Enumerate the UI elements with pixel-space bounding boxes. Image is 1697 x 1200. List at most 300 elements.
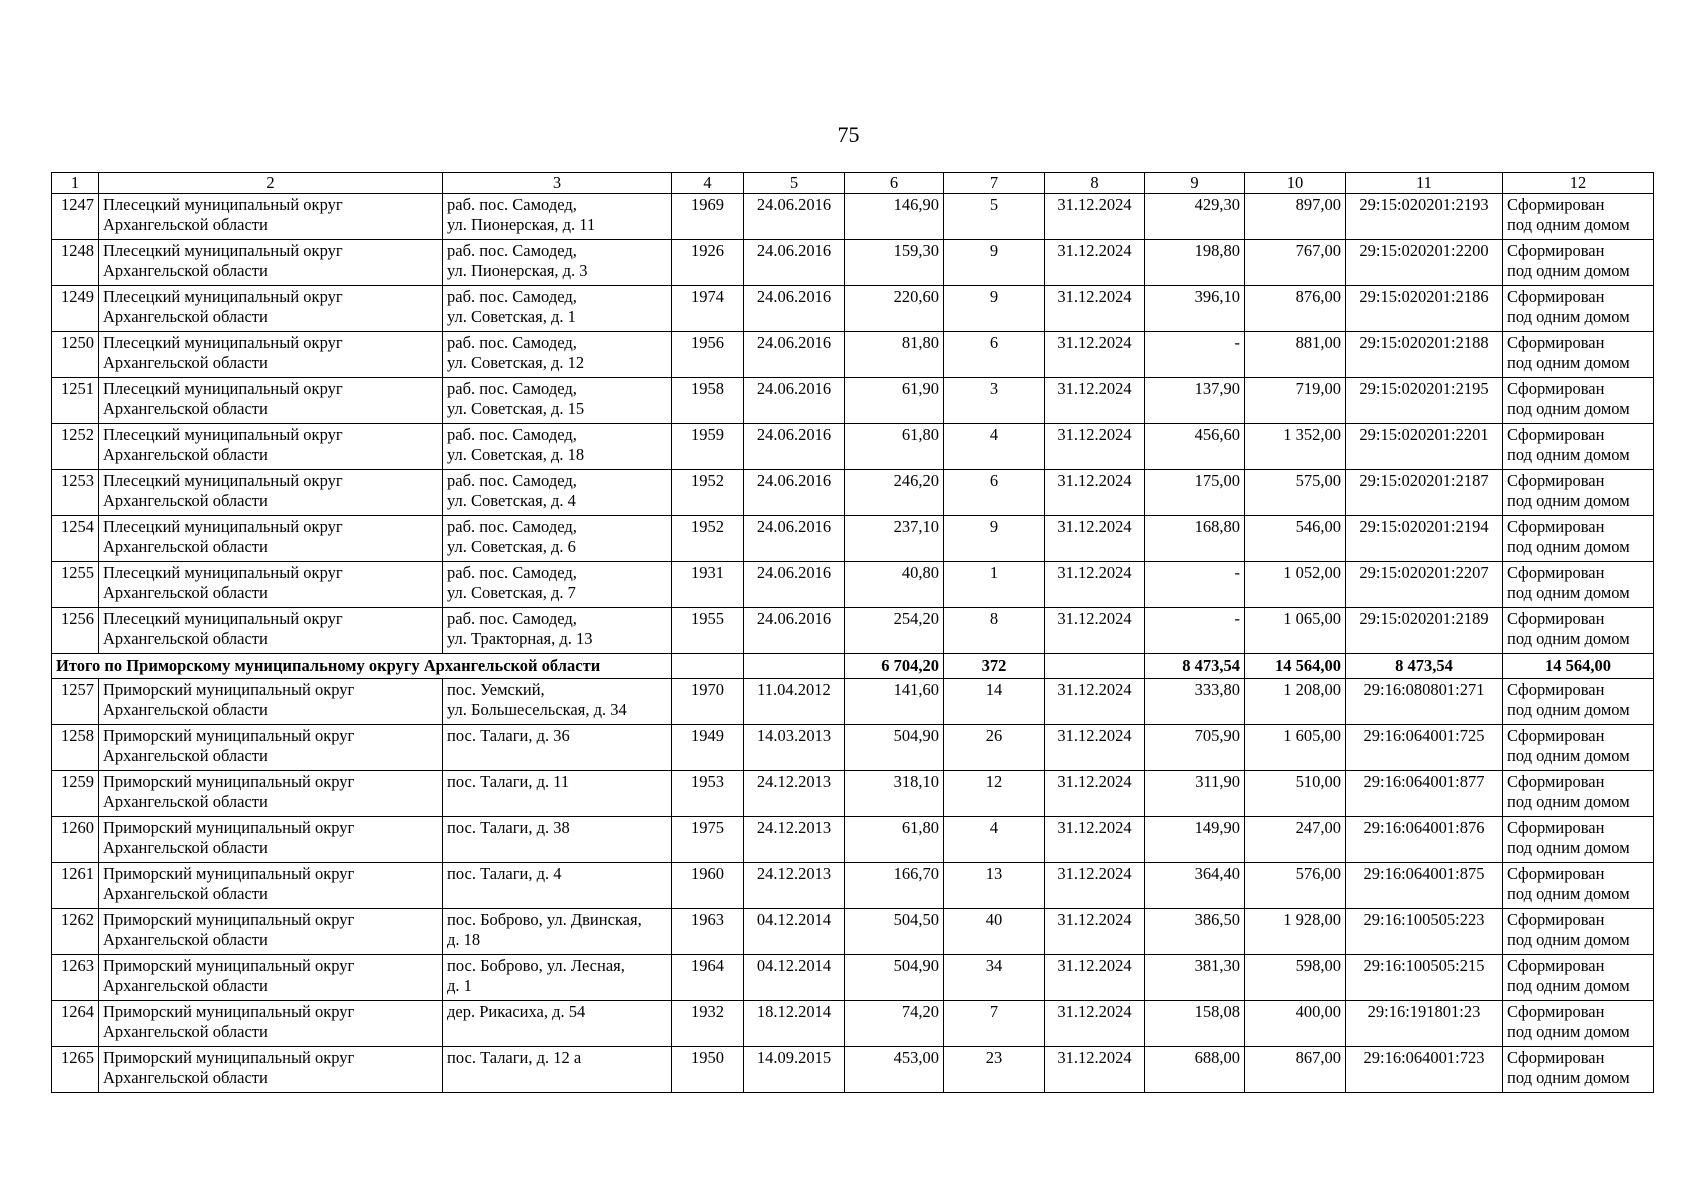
address-cell-line: ул. Тракторная, д. 13 — [447, 629, 593, 648]
column-number-cell: 11 — [1346, 173, 1503, 194]
row-number-cell: 1258 — [52, 725, 99, 771]
deadline-cell: 31.12.2024 — [1045, 817, 1145, 863]
column-number-cell: 4 — [672, 173, 744, 194]
area-cell: 504,50 — [845, 909, 944, 955]
municipality-cell-line: Приморский муниципальный округ — [103, 1048, 355, 1067]
count-cell: 9 — [944, 240, 1045, 286]
year-cell: 1964 — [672, 955, 744, 1001]
municipality-cell — [99, 470, 443, 516]
deadline-cell: 31.12.2024 — [1045, 240, 1145, 286]
date-cell: 04.12.2014 — [744, 955, 845, 1001]
row-number-cell: 1248 — [52, 240, 99, 286]
cadastral-number-cell: 29:16:100505:223 — [1346, 909, 1503, 955]
table-row — [52, 863, 1654, 909]
date-cell: 11.04.2012 — [744, 679, 845, 725]
municipality-cell-line: Архангельской области — [103, 1022, 268, 1041]
count-cell: 5 — [944, 194, 1045, 240]
col10-cell: 576,00 — [1245, 863, 1346, 909]
status-cell — [1503, 725, 1654, 771]
year-cell: 1931 — [672, 562, 744, 608]
year-cell: 1959 — [672, 424, 744, 470]
address-cell-line: раб. пос. Самодед, — [447, 241, 577, 260]
address-cell — [443, 286, 672, 332]
col10-cell: 1 052,00 — [1245, 562, 1346, 608]
deadline-cell: 31.12.2024 — [1045, 725, 1145, 771]
status-cell-line: Сформирован — [1507, 1048, 1605, 1067]
table-row — [52, 516, 1654, 562]
status-cell-line: Сформирован — [1507, 425, 1605, 444]
municipality-cell-line: Архангельской области — [103, 445, 268, 464]
address-cell — [443, 470, 672, 516]
address-cell — [443, 240, 672, 286]
address-cell-line: пос. Талаги, д. 36 — [447, 726, 570, 745]
status-cell — [1503, 955, 1654, 1001]
col9-cell: - — [1145, 562, 1245, 608]
municipality-cell-line: Приморский муниципальный округ — [103, 956, 355, 975]
row-number-cell: 1257 — [52, 679, 99, 725]
column-number-cell: 2 — [99, 173, 443, 194]
date-cell: 24.12.2013 — [744, 771, 845, 817]
row-number-cell: 1250 — [52, 332, 99, 378]
total-empty-cell — [672, 654, 744, 679]
col9-cell: 198,80 — [1145, 240, 1245, 286]
address-cell-line: ул. Большесельская, д. 34 — [447, 700, 627, 719]
status-cell-line: Сформирован — [1507, 818, 1605, 837]
housing-register-table — [51, 172, 1654, 1093]
row-number-cell: 1260 — [52, 817, 99, 863]
area-cell: 220,60 — [845, 286, 944, 332]
date-cell: 24.06.2016 — [744, 424, 845, 470]
year-cell: 1953 — [672, 771, 744, 817]
status-cell-line: Сформирован — [1507, 241, 1605, 260]
municipality-cell — [99, 378, 443, 424]
address-cell-line: раб. пос. Самодед, — [447, 471, 577, 490]
address-cell — [443, 725, 672, 771]
area-cell: 318,10 — [845, 771, 944, 817]
municipality-cell — [99, 332, 443, 378]
row-number-cell: 1256 — [52, 608, 99, 654]
col9-cell: 456,60 — [1145, 424, 1245, 470]
col9-cell: 333,80 — [1145, 679, 1245, 725]
address-cell — [443, 424, 672, 470]
area-cell: 237,10 — [845, 516, 944, 562]
count-cell: 13 — [944, 863, 1045, 909]
status-cell-line: Сформирован — [1507, 864, 1605, 883]
status-cell-line: под одним домом — [1507, 1068, 1630, 1087]
municipality-cell-line: Архангельской области — [103, 700, 268, 719]
status-cell-line: под одним домом — [1507, 1022, 1630, 1041]
table-row — [52, 562, 1654, 608]
row-number-cell: 1261 — [52, 863, 99, 909]
deadline-cell: 31.12.2024 — [1045, 909, 1145, 955]
table-row — [52, 194, 1654, 240]
cadastral-number-cell: 29:16:064001:875 — [1346, 863, 1503, 909]
address-cell-line: ул. Пионерская, д. 11 — [447, 215, 596, 234]
address-cell-line: пос. Уемский, — [447, 680, 545, 699]
status-cell-line: Сформирован — [1507, 609, 1605, 628]
cadastral-number-cell: 29:16:100505:215 — [1346, 955, 1503, 1001]
col9-cell: 396,10 — [1145, 286, 1245, 332]
address-cell-line: раб. пос. Самодед, — [447, 195, 577, 214]
row-number-cell: 1249 — [52, 286, 99, 332]
address-cell-line: раб. пос. Самодед, — [447, 425, 577, 444]
address-cell — [443, 955, 672, 1001]
count-cell: 6 — [944, 332, 1045, 378]
col9-cell: 381,30 — [1145, 955, 1245, 1001]
municipality-cell-line: Архангельской области — [103, 537, 268, 556]
municipality-cell-line: Приморский муниципальный округ — [103, 772, 355, 791]
col10-cell: 1 352,00 — [1245, 424, 1346, 470]
col9-cell: 175,00 — [1145, 470, 1245, 516]
municipality-cell — [99, 863, 443, 909]
address-cell-line: раб. пос. Самодед, — [447, 517, 577, 536]
area-cell: 504,90 — [845, 955, 944, 1001]
municipality-cell — [99, 194, 443, 240]
deadline-cell: 31.12.2024 — [1045, 679, 1145, 725]
row-number-cell: 1262 — [52, 909, 99, 955]
count-cell: 8 — [944, 608, 1045, 654]
status-cell-line: под одним домом — [1507, 792, 1630, 811]
address-cell-line: раб. пос. Самодед, — [447, 333, 577, 352]
cadastral-number-cell: 29:15:020201:2207 — [1346, 562, 1503, 608]
address-cell — [443, 378, 672, 424]
municipality-cell — [99, 424, 443, 470]
row-number-cell: 1255 — [52, 562, 99, 608]
year-cell: 1956 — [672, 332, 744, 378]
col9-cell: 168,80 — [1145, 516, 1245, 562]
address-cell-line: ул. Советская, д. 7 — [447, 583, 576, 602]
municipality-cell-line: Архангельской области — [103, 930, 268, 949]
date-cell: 14.03.2013 — [744, 725, 845, 771]
municipality-cell-line: Плесецкий муниципальный округ — [103, 333, 343, 352]
col10-cell: 1 928,00 — [1245, 909, 1346, 955]
total-col12-cell: 14 564,00 — [1503, 654, 1654, 679]
total-empty-cell — [744, 654, 845, 679]
column-number-cell: 12 — [1503, 173, 1654, 194]
status-cell — [1503, 286, 1654, 332]
page-number: 75 — [837, 122, 860, 147]
municipality-cell — [99, 562, 443, 608]
year-cell: 1974 — [672, 286, 744, 332]
col9-cell: 429,30 — [1145, 194, 1245, 240]
municipality-cell — [99, 608, 443, 654]
col10-cell: 881,00 — [1245, 332, 1346, 378]
address-cell-line — [447, 838, 667, 858]
municipality-cell-line: Архангельской области — [103, 746, 268, 765]
municipality-cell — [99, 679, 443, 725]
deadline-cell: 31.12.2024 — [1045, 332, 1145, 378]
status-cell — [1503, 240, 1654, 286]
status-cell-line: под одним домом — [1507, 261, 1630, 280]
municipality-cell-line: Архангельской области — [103, 583, 268, 602]
col10-cell: 400,00 — [1245, 1001, 1346, 1047]
date-cell: 24.06.2016 — [744, 470, 845, 516]
address-cell-line: ул. Советская, д. 18 — [447, 445, 585, 464]
municipality-cell — [99, 771, 443, 817]
status-cell — [1503, 1047, 1654, 1093]
address-cell — [443, 909, 672, 955]
col9-cell: 158,08 — [1145, 1001, 1245, 1047]
status-cell — [1503, 771, 1654, 817]
count-cell: 23 — [944, 1047, 1045, 1093]
municipality-cell — [99, 240, 443, 286]
table-row — [52, 955, 1654, 1001]
cadastral-number-cell: 29:15:020201:2186 — [1346, 286, 1503, 332]
area-cell: 246,20 — [845, 470, 944, 516]
count-cell: 6 — [944, 470, 1045, 516]
count-cell: 26 — [944, 725, 1045, 771]
cadastral-number-cell: 29:15:020201:2201 — [1346, 424, 1503, 470]
year-cell: 1950 — [672, 1047, 744, 1093]
col9-cell: - — [1145, 608, 1245, 654]
status-cell-line: Сформирован — [1507, 563, 1605, 582]
row-number-cell: 1264 — [52, 1001, 99, 1047]
column-number-cell: 8 — [1045, 173, 1145, 194]
municipality-cell-line: Архангельской области — [103, 1068, 268, 1087]
cadastral-number-cell: 29:16:080801:271 — [1346, 679, 1503, 725]
col9-cell: - — [1145, 332, 1245, 378]
municipality-cell-line: Плесецкий муниципальный округ — [103, 471, 343, 490]
municipality-cell — [99, 817, 443, 863]
status-cell — [1503, 424, 1654, 470]
municipality-cell-line: Архангельской области — [103, 838, 268, 857]
col10-cell: 510,00 — [1245, 771, 1346, 817]
row-number-cell: 1247 — [52, 194, 99, 240]
col10-cell: 897,00 — [1245, 194, 1346, 240]
row-number-cell: 1254 — [52, 516, 99, 562]
table-row — [52, 1001, 1654, 1047]
date-cell: 24.06.2016 — [744, 240, 845, 286]
col10-cell: 1 208,00 — [1245, 679, 1346, 725]
total-label-cell: Итого по Приморскому муниципальному округу Архангельской области — [52, 654, 672, 679]
municipality-cell-line: Плесецкий муниципальный округ — [103, 241, 343, 260]
cadastral-number-cell: 29:15:020201:2187 — [1346, 470, 1503, 516]
municipality-cell-line: Архангельской области — [103, 884, 268, 903]
municipality-cell-line: Архангельской области — [103, 491, 268, 510]
address-cell — [443, 608, 672, 654]
address-cell-line: ул. Советская, д. 1 — [447, 307, 576, 326]
status-cell-line: Сформирован — [1507, 517, 1605, 536]
address-cell-line: пос. Талаги, д. 11 — [447, 772, 570, 791]
address-cell — [443, 562, 672, 608]
year-cell: 1970 — [672, 679, 744, 725]
municipality-cell-line: Плесецкий муниципальный округ — [103, 609, 343, 628]
address-cell-line: раб. пос. Самодед, — [447, 563, 577, 582]
year-cell: 1932 — [672, 1001, 744, 1047]
year-cell: 1969 — [672, 194, 744, 240]
col9-cell: 705,90 — [1145, 725, 1245, 771]
status-cell-line: под одним домом — [1507, 884, 1630, 903]
date-cell: 24.06.2016 — [744, 378, 845, 424]
table-body — [52, 173, 1654, 1093]
col10-cell: 876,00 — [1245, 286, 1346, 332]
status-cell — [1503, 608, 1654, 654]
status-cell-line: под одним домом — [1507, 215, 1630, 234]
column-number-cell: 7 — [944, 173, 1045, 194]
address-cell — [443, 771, 672, 817]
status-cell — [1503, 1001, 1654, 1047]
row-number-cell: 1251 — [52, 378, 99, 424]
count-cell: 4 — [944, 817, 1045, 863]
row-number-cell: 1263 — [52, 955, 99, 1001]
address-cell — [443, 516, 672, 562]
municipality-cell — [99, 1001, 443, 1047]
municipality-cell-line: Плесецкий муниципальный округ — [103, 563, 343, 582]
municipality-cell — [99, 909, 443, 955]
date-cell: 24.06.2016 — [744, 608, 845, 654]
col10-cell: 598,00 — [1245, 955, 1346, 1001]
area-cell: 61,80 — [845, 817, 944, 863]
col10-cell: 575,00 — [1245, 470, 1346, 516]
cadastral-number-cell: 29:15:020201:2188 — [1346, 332, 1503, 378]
deadline-cell: 31.12.2024 — [1045, 955, 1145, 1001]
total-col11-cell: 8 473,54 — [1346, 654, 1503, 679]
col10-cell: 767,00 — [1245, 240, 1346, 286]
municipality-cell-line: Архангельской области — [103, 353, 268, 372]
date-cell: 24.12.2013 — [744, 817, 845, 863]
column-number-cell: 5 — [744, 173, 845, 194]
year-cell: 1963 — [672, 909, 744, 955]
total-count-cell: 372 — [944, 654, 1045, 679]
status-cell-line: Сформирован — [1507, 680, 1605, 699]
table-row — [52, 817, 1654, 863]
status-cell-line: под одним домом — [1507, 537, 1630, 556]
area-cell: 166,70 — [845, 863, 944, 909]
total-row — [52, 654, 1654, 679]
count-cell: 7 — [944, 1001, 1045, 1047]
address-cell-line: раб. пос. Самодед, — [447, 287, 577, 306]
col9-cell: 688,00 — [1145, 1047, 1245, 1093]
total-area-cell: 6 704,20 — [845, 654, 944, 679]
municipality-cell-line: Приморский муниципальный округ — [103, 726, 355, 745]
deadline-cell: 31.12.2024 — [1045, 516, 1145, 562]
status-cell-line: под одним домом — [1507, 629, 1630, 648]
address-cell-line: ул. Советская, д. 12 — [447, 353, 585, 372]
status-cell-line: под одним домом — [1507, 930, 1630, 949]
count-cell: 4 — [944, 424, 1045, 470]
municipality-cell — [99, 725, 443, 771]
year-cell: 1975 — [672, 817, 744, 863]
year-cell: 1926 — [672, 240, 744, 286]
address-cell-line: пос. Боброво, ул. Двинская, — [447, 910, 642, 929]
area-cell: 81,80 — [845, 332, 944, 378]
table-row — [52, 1047, 1654, 1093]
count-cell: 9 — [944, 516, 1045, 562]
address-cell — [443, 1001, 672, 1047]
address-cell-line: ул. Советская, д. 4 — [447, 491, 576, 510]
count-cell: 40 — [944, 909, 1045, 955]
col9-cell: 386,50 — [1145, 909, 1245, 955]
status-cell-line: Сформирован — [1507, 910, 1605, 929]
date-cell: 24.06.2016 — [744, 332, 845, 378]
status-cell — [1503, 194, 1654, 240]
area-cell: 40,80 — [845, 562, 944, 608]
count-cell: 9 — [944, 286, 1045, 332]
date-cell: 24.06.2016 — [744, 516, 845, 562]
deadline-cell: 31.12.2024 — [1045, 378, 1145, 424]
total-col10-cell: 14 564,00 — [1245, 654, 1346, 679]
address-cell-line: пос. Талаги, д. 12 а — [447, 1048, 582, 1067]
address-cell-line: раб. пос. Самодед, — [447, 609, 577, 628]
area-cell: 453,00 — [845, 1047, 944, 1093]
status-cell-line: под одним домом — [1507, 700, 1630, 719]
area-cell: 74,20 — [845, 1001, 944, 1047]
column-number-row — [52, 173, 1654, 194]
status-cell-line: Сформирован — [1507, 379, 1605, 398]
table-row — [52, 424, 1654, 470]
address-cell — [443, 1047, 672, 1093]
table-row — [52, 240, 1654, 286]
table-row — [52, 679, 1654, 725]
cadastral-number-cell: 29:16:064001:725 — [1346, 725, 1503, 771]
area-cell: 504,90 — [845, 725, 944, 771]
col10-cell: 1 605,00 — [1245, 725, 1346, 771]
municipality-cell-line: Плесецкий муниципальный округ — [103, 517, 343, 536]
address-cell — [443, 863, 672, 909]
municipality-cell-line: Приморский муниципальный округ — [103, 910, 355, 929]
row-number-cell: 1253 — [52, 470, 99, 516]
col10-cell: 247,00 — [1245, 817, 1346, 863]
cadastral-number-cell: 29:15:020201:2193 — [1346, 194, 1503, 240]
status-cell — [1503, 470, 1654, 516]
total-empty-cell — [1045, 654, 1145, 679]
date-cell: 24.06.2016 — [744, 194, 845, 240]
address-cell-line: пос. Боброво, ул. Лесная, — [447, 956, 625, 975]
status-cell — [1503, 378, 1654, 424]
municipality-cell-line: Приморский муниципальный округ — [103, 680, 355, 699]
address-cell-line — [447, 1068, 667, 1088]
status-cell-line: Сформирован — [1507, 772, 1605, 791]
municipality-cell-line: Плесецкий муниципальный округ — [103, 425, 343, 444]
status-cell-line: под одним домом — [1507, 746, 1630, 765]
municipality-cell-line: Приморский муниципальный округ — [103, 1002, 355, 1021]
table-row — [52, 332, 1654, 378]
address-cell-line: д. 18 — [447, 930, 481, 949]
count-cell: 3 — [944, 378, 1045, 424]
address-cell-line: дер. Рикасиха, д. 54 — [447, 1002, 586, 1021]
status-cell-line: Сформирован — [1507, 956, 1605, 975]
status-cell-line: под одним домом — [1507, 307, 1630, 326]
deadline-cell: 31.12.2024 — [1045, 286, 1145, 332]
deadline-cell: 31.12.2024 — [1045, 562, 1145, 608]
municipality-cell-line: Архангельской области — [103, 976, 268, 995]
status-cell — [1503, 332, 1654, 378]
status-cell — [1503, 817, 1654, 863]
status-cell-line: под одним домом — [1507, 583, 1630, 602]
column-number-cell: 3 — [443, 173, 672, 194]
address-cell-line: ул. Пионерская, д. 3 — [447, 261, 588, 280]
cadastral-number-cell: 29:16:191801:23 — [1346, 1001, 1503, 1047]
status-cell-line: под одним домом — [1507, 445, 1630, 464]
year-cell: 1952 — [672, 470, 744, 516]
municipality-cell-line: Плесецкий муниципальный округ — [103, 379, 343, 398]
row-number-cell: 1259 — [52, 771, 99, 817]
year-cell: 1952 — [672, 516, 744, 562]
cadastral-number-cell: 29:15:020201:2200 — [1346, 240, 1503, 286]
table-row — [52, 378, 1654, 424]
address-cell-line — [447, 746, 667, 766]
row-number-cell: 1252 — [52, 424, 99, 470]
deadline-cell: 31.12.2024 — [1045, 424, 1145, 470]
municipality-cell-line: Архангельской области — [103, 307, 268, 326]
table-row — [52, 470, 1654, 516]
date-cell: 04.12.2014 — [744, 909, 845, 955]
col10-cell: 1 065,00 — [1245, 608, 1346, 654]
address-cell — [443, 332, 672, 378]
area-cell: 141,60 — [845, 679, 944, 725]
address-cell — [443, 194, 672, 240]
table-row — [52, 286, 1654, 332]
